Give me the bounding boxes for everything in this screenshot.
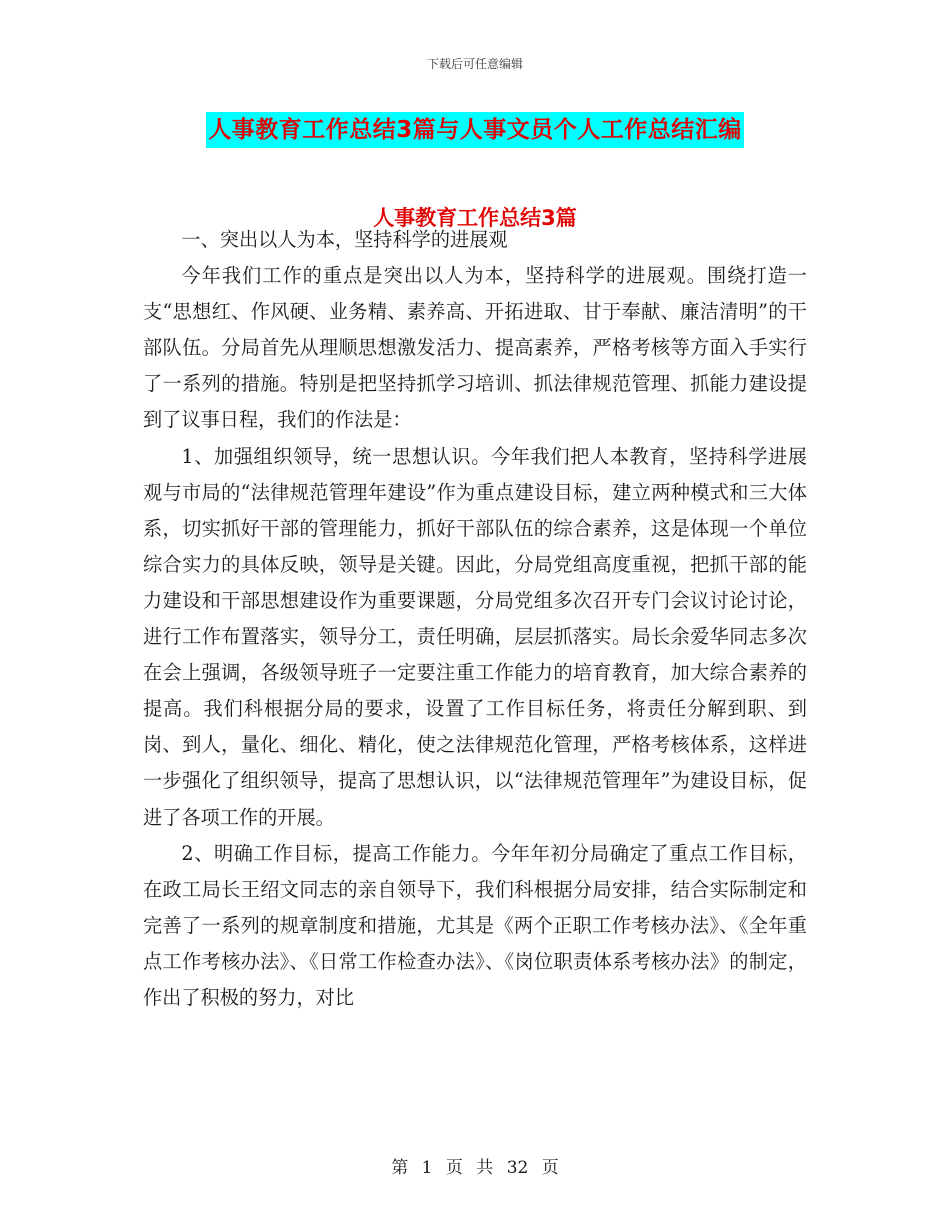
footer-total-unit: 页 xyxy=(541,1158,559,1178)
page-footer xyxy=(0,1153,950,1178)
footer-prefix: 第 xyxy=(391,1158,409,1178)
main-title xyxy=(0,112,950,148)
footer-total-prefix: 共 xyxy=(476,1158,494,1178)
body-text xyxy=(143,222,807,1016)
paragraph: 1、加强组织领导，统一思想认识。今年我们把人本教育，坚持科学进展观与市局的“法律规范管理年建设”作为重点建设目标，建立两种模式和三大体系，切实抓好干部的管理能力，抓好干部队伍的综合素养，这是体现一个单位综合实力的具体反映，领导是关键。因此，分局党组高度重视，把抓干部的能力建设和干部思想建设作为重要课题，分局党组多次召开专门会议讨论讨论，进行工作布置落实，领导分工，责任明确，层层抓落实。局长余爱华同志多次在会上强调，各级领导班子一定要注重工作能力的培育教育，加大综合素养的提高。我们科根据分局的要求，设置了工作目标任务，将责任分解到职、到岗、到人，量化、细化、精化，使之法律规范化管理，严格考核体系，这样进一步强化了组织领导，提高了思想认识，以“法律规范管理年”为建设目标，促进了各项工作的开展。 xyxy=(143,444,807,829)
section-title: 人事教育工作总结3篇 xyxy=(373,206,577,230)
main-title-text: 人事教育工作总结3篇与人事文员个人工作总结汇编 xyxy=(206,112,744,148)
footer-page-unit: 页 xyxy=(445,1158,463,1178)
header-note: 下载后可任意编辑 xyxy=(426,57,523,71)
footer-page-number: 1 xyxy=(421,1158,433,1178)
paragraph-heading: 一、突出以人为本，坚持科学的进展观 xyxy=(181,228,508,251)
footer-total-pages: 32 xyxy=(506,1158,529,1178)
paragraph: 2、明确工作目标，提高工作能力。今年年初分局确定了重点工作目标，在政工局长王绍文同志的亲自领导下，我们科根据分局安排，结合实际制定和完善了一系列的规章制度和措施，尤其是《两个正职工作考核办法》、《全年重点工作考核办法》、《日常工作检查办法》、《岗位职责体系考核办法》的制定，作出了积极的努力，对比 xyxy=(143,841,807,1009)
paragraph: 今年我们工作的重点是突出以人为本，坚持科学的进展观。围绕打造一支“思想红、作风硬、业务精、素养高、开拓进取、甘于奉献、廉洁清明”的干部队伍。分局首先从理顺思想激发活力、提高素养，严格考核等方面入手实行了一系列的措施。特别是把坚持抓学习培训、抓法律规范管理、抓能力建设提到了议事日程，我们的作法是： xyxy=(143,264,807,432)
